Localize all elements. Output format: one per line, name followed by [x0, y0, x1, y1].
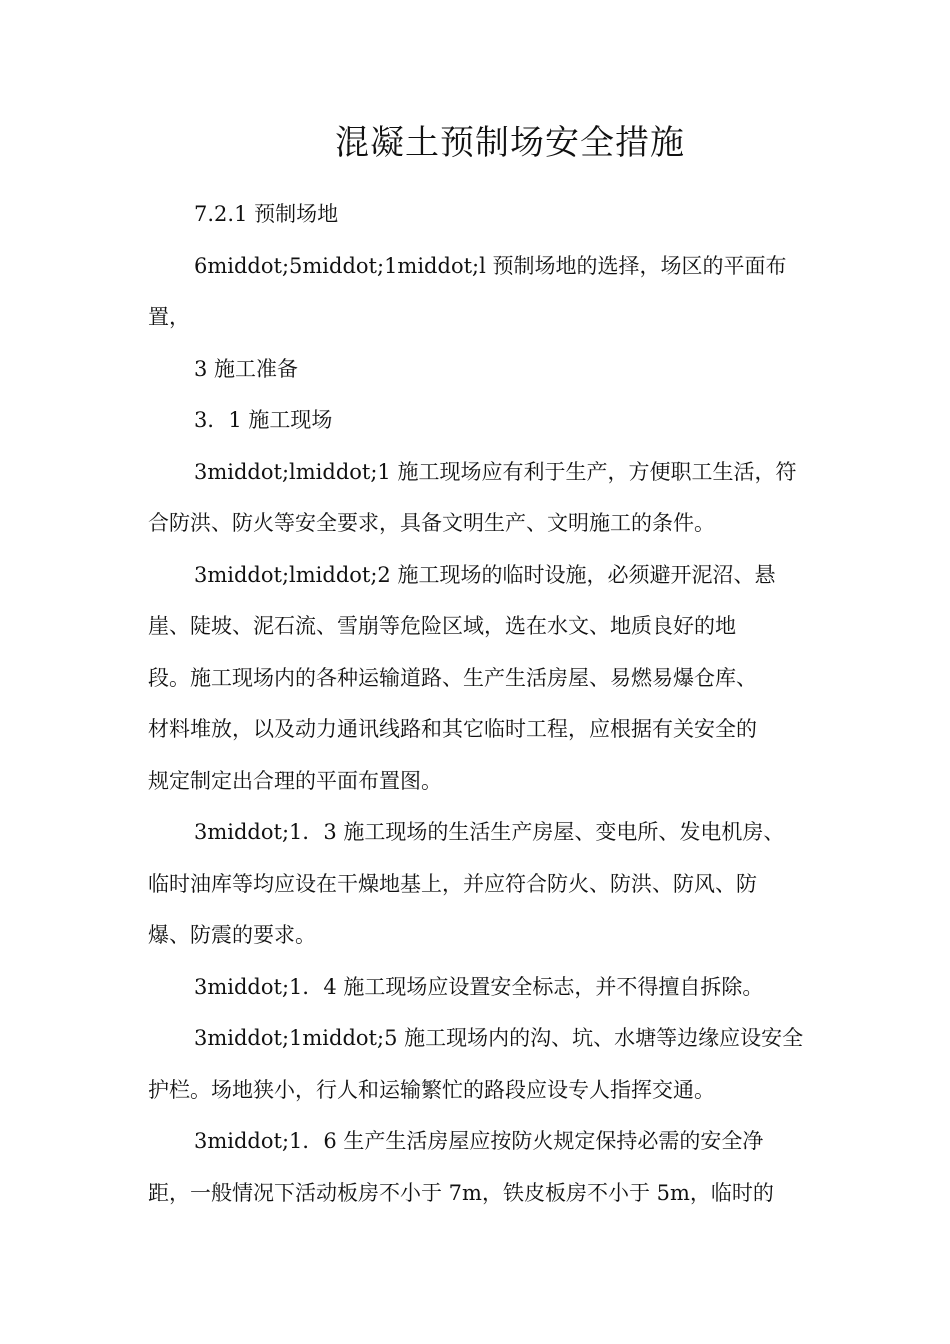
- paragraph-line: 置，: [148, 305, 190, 329]
- paragraph-line: 段。施工现场内的各种运输道路、生产生活房屋、易燃易爆仓库、: [148, 666, 757, 690]
- paragraph-line: 3middot;1middot;5 施工现场内的沟、坑、水塘等边缘应设安全: [194, 1026, 804, 1050]
- paragraph-line: 3middot;lmiddot;2 施工现场的临时设施，必须避开泥沼、悬: [194, 563, 776, 587]
- paragraph-line: 3middot;1．3 施工现场的生活生产房屋、变电所、发电机房、: [194, 820, 785, 844]
- paragraph-line: 3middot;1．4 施工现场应设置安全标志，并不得擅自拆除。: [194, 975, 764, 999]
- paragraph-line: 材料堆放，以及动力通讯线路和其它临时工程，应根据有关安全的: [148, 717, 757, 741]
- section-heading: 3．1 施工现场: [194, 408, 333, 432]
- paragraph-line: 护栏。场地狭小，行人和运输繁忙的路段应设专人指挥交通。: [148, 1078, 715, 1102]
- paragraph-line: 6middot;5middot;1middot;l 预制场地的选择，场区的平面布: [194, 254, 787, 278]
- document-title: 混凝土预制场安全措施: [335, 123, 685, 163]
- paragraph-line: 规定制定出合理的平面布置图。: [148, 769, 442, 793]
- paragraph-line: 合防洪、防火等安全要求，具备文明生产、文明施工的条件。: [148, 511, 715, 535]
- section-heading: 3 施工准备: [194, 357, 299, 381]
- paragraph-line: 距，一般情况下活动板房不小于 7m，铁皮板房不小于 5m，临时的: [148, 1181, 774, 1205]
- paragraph-line: 爆、防震的要求。: [148, 923, 316, 947]
- paragraph-line: 临时油库等均应设在干燥地基上，并应符合防火、防洪、防风、防: [148, 872, 757, 896]
- section-heading: 7.2.1 预制场地: [194, 202, 339, 226]
- paragraph-line: 3middot;lmiddot;1 施工现场应有利于生产，方便职工生活，符: [194, 460, 797, 484]
- paragraph-line: 崖、陡坡、泥石流、雪崩等危险区域，选在水文、地质良好的地: [148, 614, 736, 638]
- paragraph-line: 3middot;1．6 生产生活房屋应按防火规定保持必需的安全净: [194, 1129, 764, 1153]
